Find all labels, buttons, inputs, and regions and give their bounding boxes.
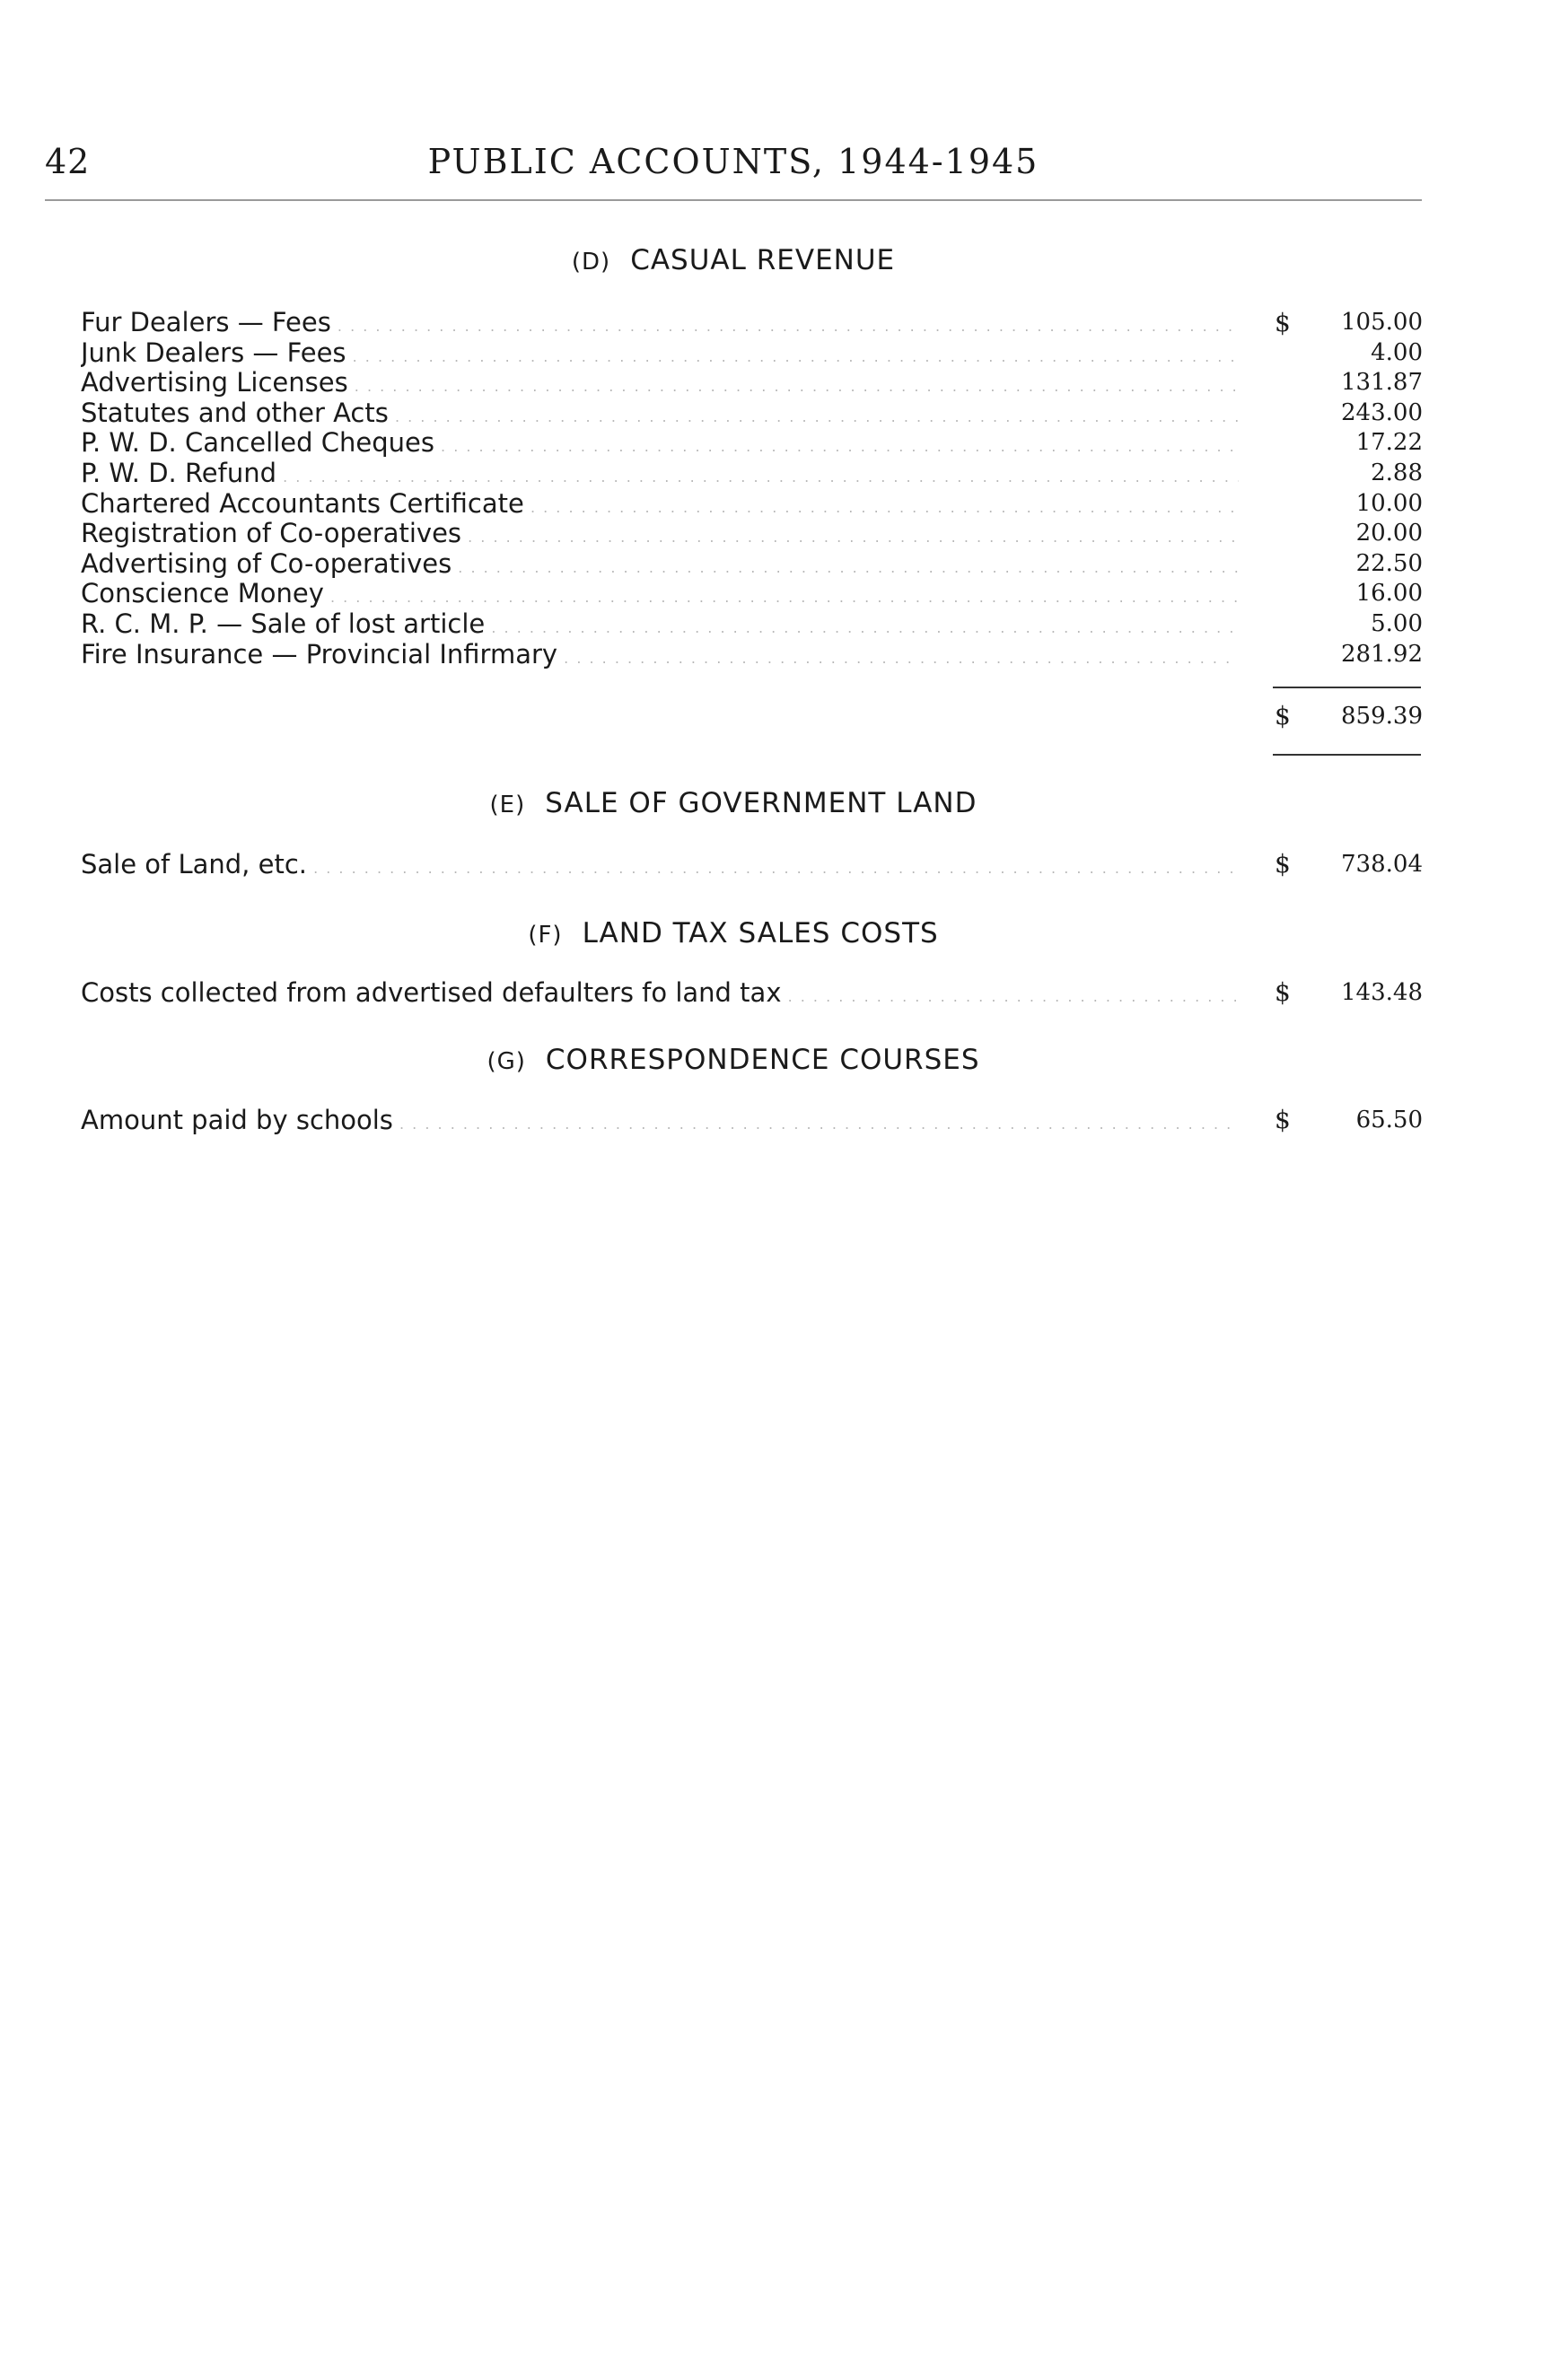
row-amount: 4.00 <box>1371 338 1423 366</box>
row-label: P. W. D. Cancelled Cheques . . . <box>81 428 1239 461</box>
row-amount: 2.88 <box>1371 459 1423 486</box>
table-row <box>81 308 1427 338</box>
section-e-heading <box>45 787 1422 819</box>
row-label: Fur Dealers — Fees . . . <box>81 308 1239 341</box>
table-row <box>81 459 1427 489</box>
total-currency: $ <box>1275 701 1291 731</box>
section-g-heading <box>45 1044 1422 1076</box>
header-divider <box>45 199 1422 201</box>
correspondence-courses-amount: 65.50 <box>1355 1107 1423 1133</box>
land-tax-costs-label: Costs collected from advertised defaulters fo land tax . . . <box>81 976 1239 1013</box>
correspondence-courses-currency: $ <box>1275 1105 1291 1134</box>
casual-revenue-table <box>81 308 1427 669</box>
row-label: Advertising Licenses . . . <box>81 368 1239 401</box>
row-currency: $ <box>1275 308 1291 337</box>
section-d-heading <box>45 244 1422 276</box>
table-row <box>81 489 1427 520</box>
land-tax-costs-currency: $ <box>1275 977 1291 1007</box>
page-header <box>45 142 1422 196</box>
table-row <box>81 519 1427 549</box>
land-tax-costs-row <box>81 976 1427 1009</box>
casual-revenue-total-row <box>81 700 1427 732</box>
correspondence-courses-label: Amount paid by schools . . . <box>81 1104 1239 1141</box>
section-e-letter: (E) <box>489 792 526 818</box>
section-g-letter: (G) <box>487 1048 526 1075</box>
section-g-title: CORRESPONDENCE COURSES <box>545 1044 980 1076</box>
section-d-title: CASUAL REVENUE <box>630 244 896 276</box>
row-amount: 10.00 <box>1355 489 1423 517</box>
row-amount: 16.00 <box>1355 580 1423 608</box>
row-amount: 131.87 <box>1341 369 1423 397</box>
sale-of-land-currency: $ <box>1275 849 1291 879</box>
row-label: Junk Dealers — Fees . . . <box>81 338 1239 372</box>
table-row <box>81 579 1427 609</box>
table-row <box>81 338 1427 369</box>
table-row <box>81 368 1427 398</box>
correspondence-courses-row <box>81 1104 1427 1136</box>
row-amount: 20.00 <box>1355 520 1423 547</box>
table-row <box>81 398 1427 429</box>
sale-of-land-amount: 738.04 <box>1341 851 1423 878</box>
sale-of-land-row <box>81 848 1427 880</box>
table-row <box>81 428 1427 459</box>
page-number: 42 <box>45 142 91 181</box>
land-tax-costs-amount: 143.48 <box>1341 979 1423 1006</box>
table-row <box>81 640 1427 670</box>
page-title: PUBLIC ACCOUNTS, 1944-1945 <box>427 142 1039 181</box>
total-rule-top <box>1273 687 1421 688</box>
row-amount: 243.00 <box>1341 398 1423 426</box>
row-amount: 22.50 <box>1355 549 1423 577</box>
total-rule-bottom <box>1273 754 1421 756</box>
row-amount: 17.22 <box>1355 429 1423 457</box>
row-label: Registration of Co-operatives . . . <box>81 519 1239 552</box>
table-row <box>81 549 1427 580</box>
sale-of-land-label: Sale of Land, etc. . . . <box>81 848 1239 885</box>
section-e-title: SALE OF GOVERNMENT LAND <box>545 787 978 819</box>
row-amount: 105.00 <box>1341 309 1423 336</box>
table-row <box>81 609 1427 640</box>
casual-revenue-total: 859.39 <box>1341 703 1423 730</box>
row-amount: 5.00 <box>1371 609 1423 637</box>
section-f-heading <box>45 917 1422 949</box>
row-label: Fire Insurance — Provincial Infirmary . . . <box>81 640 1239 673</box>
row-amount: 281.92 <box>1341 640 1423 668</box>
row-label: Chartered Accountants Certificate . . . <box>81 489 1239 522</box>
row-label: Advertising of Co-operatives . . . <box>81 549 1239 582</box>
section-d-letter: (D) <box>571 249 611 276</box>
row-label: R. C. M. P. — Sale of lost article . . . <box>81 609 1239 643</box>
section-f-letter: (F) <box>528 922 563 949</box>
row-label: Statutes and other Acts . . . <box>81 398 1239 432</box>
row-label: Conscience Money . . . <box>81 579 1239 612</box>
row-label: P. W. D. Refund . . . <box>81 459 1239 492</box>
section-f-title: LAND TAX SALES COSTS <box>582 917 939 949</box>
